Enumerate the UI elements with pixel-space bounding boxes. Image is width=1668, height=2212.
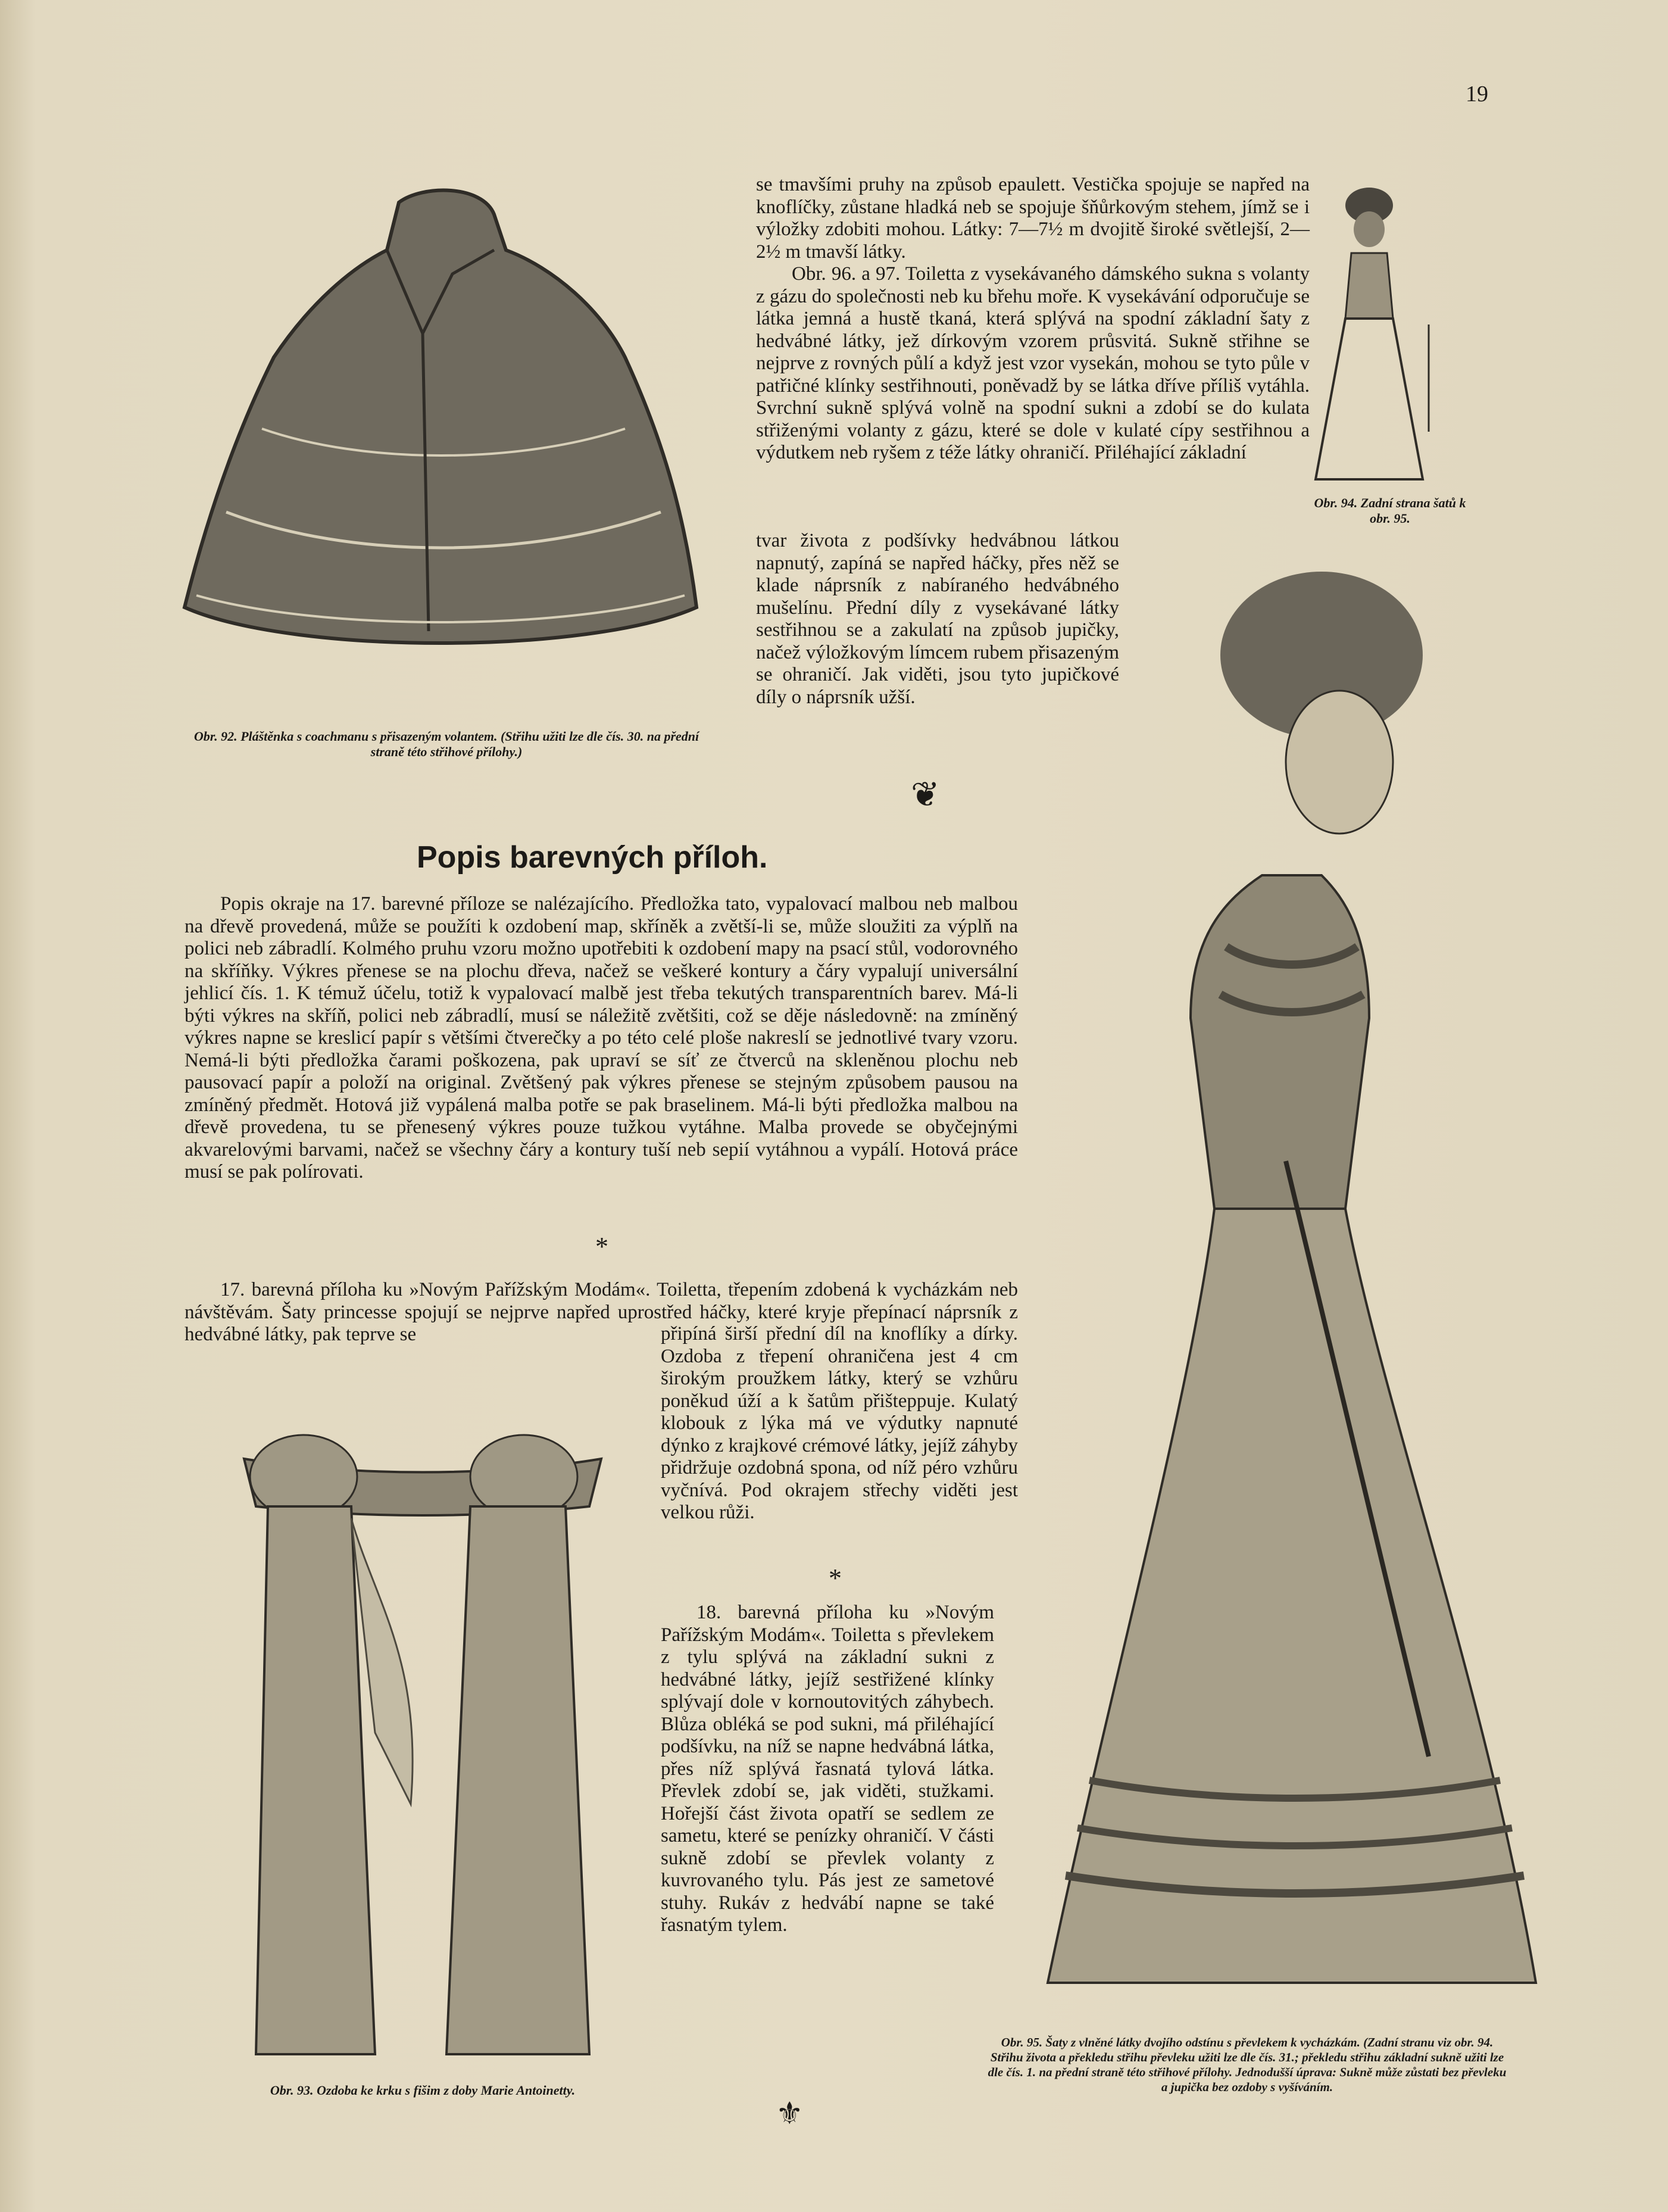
paragraph-section-1: Popis okraje na 17. barevné příloze se nalézajícího. Předložka tato, vypalovací malbou neb malbou na dřevě provedená, může se použíti k ozdobení map, skříněk a zvětší-li se, může sloužiti za výplň na polici neb zábradlí. Kolmého pruhu vzoru možno upotřebiti k ozdobení mapy na psací stůl, vodorovného na skříňky. Výkres přenese se na plochu dřeva, načež se veškeré kontury a čáry vypalují universální jehlicí čís. 1. K témuž účelu, totiž k vypalovací malbě jest třeba tekutých transparentních barev. Má-li býti výkres na skříň, polici neb zábradlí, musí se náležitě zvětšiti, což se děje následovně: na zmíněný výkres napne se kreslicí papír s většími čtverečky a po této celé ploše nakreslí se jednotlivé tvary vzoru. Nemá-li býti předložka čarami poškozena, pak upraví se síť ze čtverců na skleněnou plochu neb pausovací papír a položí na original. Zvětšený pak výkres přenese se stejným způsobem pausou na zmíněný předmět. Hotová již vypálená malba potře se pak braselinem. Má-li býti předložka malbou na dřevě provedena, tu se přenesený výkres pouze tužkou vytáhne. Malba provede se obyčejnými akvarelovými barvami, načež se všechny čáry a kontury tuší neb sepií vytáhnou a vypálí. Hotová práce musí se pak polírovati. [185,893,1018,1183]
paragraph-section-2-column: připíná širší přední díl na knoflíky a dírky. Ozdoba z třepení ohraničena jest 4 cm širokým proužkem látky, který se vzhůru poněkud úží a k šatům přišteppuje. Kulatý klobouk z lýka má ve výdutky napnuté dýnko z krajkové crémové látky, jejíž záhyby přidržuje ozdobná spona, od níž péro vzhůru vyčnívá. Pod okrajem střechy viděti jest velkou růži. [661,1323,1018,1523]
caption-figure-93: Obr. 93. Ozdoba ke krku s fišim z doby Marie Antoinetty. [270,2083,576,2098]
flourish-ornament-top: ❦ [911,775,940,814]
text-section-border-description [185,893,1018,1184]
flourish-ornament-bottom: ⚜ [776,2097,804,2131]
text-section-plate-17-column [661,1323,1018,1524]
paragraph-section-2-intro: 17. barevná příloha ku »Novým Pařížským Modám«. Toiletta, třepením zdobená k vycházkám neb návštěvám. Šaty princesse spojují se nejprve napřed uprostřed háčky, které kryje přepínací náprsník z hedvábné látky, pak teprve se [185,1279,1018,1345]
paragraph-bodice: tvar života z podšívky hedvábnou látkou napnutý, zapíná se napřed háčky, přes něž se klade náprsník z nabíraného hedvábného mušelínu. Přední díly z vysekávané látky sestřihnou se a zakulatí na způsob jupičky, načež výložkovým límcem rubem přisazeným se ohraničí. Jak viděti, jsou tyto jupičkové díly o náprsník užší. [756,530,1119,708]
asterisk-separator-1: * [595,1232,608,1261]
section-heading: Popis barevných příloh. [417,840,768,875]
paragraph-section-3: 18. barevná příloha ku »Novým Pařížským Modám«. Toiletta s převlekem z tylu splývá na základní sukni z hedvábné látky, jejíž sestřižené klínky splývají dole v kornoutovitých záhybech. Blůza obléká se pod sukni, má přiléhající podšívku, na níž se napne hedvábná látka, přes níž splývá řasnatá tylová látka. Převlek zdobí se, jak viděti, stužkami. Hořejší část života opatří se sedlem ze sametu, které se penízky ohraničí. V části sukně zdobí se převlek volanty z kuvrovaného tylu. Pás jest ze sametové stuhy. Rukáv z hedvábí napne se také řasnatým tylem. [661,1602,994,1936]
text-section-plate-18 [661,1602,994,1937]
caption-figure-92: Obr. 92. Pláštěnka s coachmanu s přisazeným volantem. (Střihu užiti lze dle čís. 30. na přední straně této střihové přílohy.) [193,729,699,759]
figure-92-cape-illustration [173,179,708,667]
asterisk-separator-2: * [829,1564,842,1593]
caption-figure-94: Obr. 94. Zadní strana šatů k obr. 95. [1314,495,1466,526]
paragraph-vest: se tmavšími pruhy na způsob epaulett. Vestička spojuje se napřed na knoflíčky, zůstane hladká neb se spojuje šňůrkovým stehem, jímž se i výložky zdobiti mohou. Látky: 7—7½ m dvojitě široké světlejší, 2—2½ m tmavší látky. [756,174,1310,263]
paragraph-figure-96-97: Obr. 96. a 97. Toiletta z vysekávaného dámského sukna s volanty z gázu do společnosti neb ku břehu moře. K vysekávání odporučuje se látka jemná a hustě tkaná, která splývá na spodní základní šaty z hedvábné látky, jež dírkovým vzorem průsvitá. Sukně střihne se nejprve z rovných půlí a když jest vzor vysekán, mohou se tyto půle v patřičné klínky sestřihnouti, poněvadž by se látka dříve příliš vytáhla. Svrchní sukně splývá volně na spodní sukni a zdobí se do kulata střiženými volanty z gázu, které se dole v kulaté cípy sestřihnou a výdutkem neb ryšem z téže látky ohraničí. Přiléhající základní [756,263,1310,463]
figure-95-dress-illustration [1012,566,1560,2018]
figure-94-back-view-illustration [1310,170,1453,491]
figure-93-neck-ornament-illustration [232,1423,613,2072]
page-number: 19 [1466,82,1488,107]
caption-figure-95: Obr. 95. Šaty z vlněné látky dvojího odstínu s převlekem k vycházkám. (Zadní stranu viz obr. 94. Střihu života a překledu střihu převleku užiti lze dle čís. 31.; překledu střihu základní sukně užiti lze dle čís. 1. na přední straně této střihové přílohy. Jednodušší úprava: Sukně může zůstati bez převleku a jupička bez ozdoby s vyšíváním. [988,2035,1507,2094]
text-column-top-right [756,174,1310,464]
